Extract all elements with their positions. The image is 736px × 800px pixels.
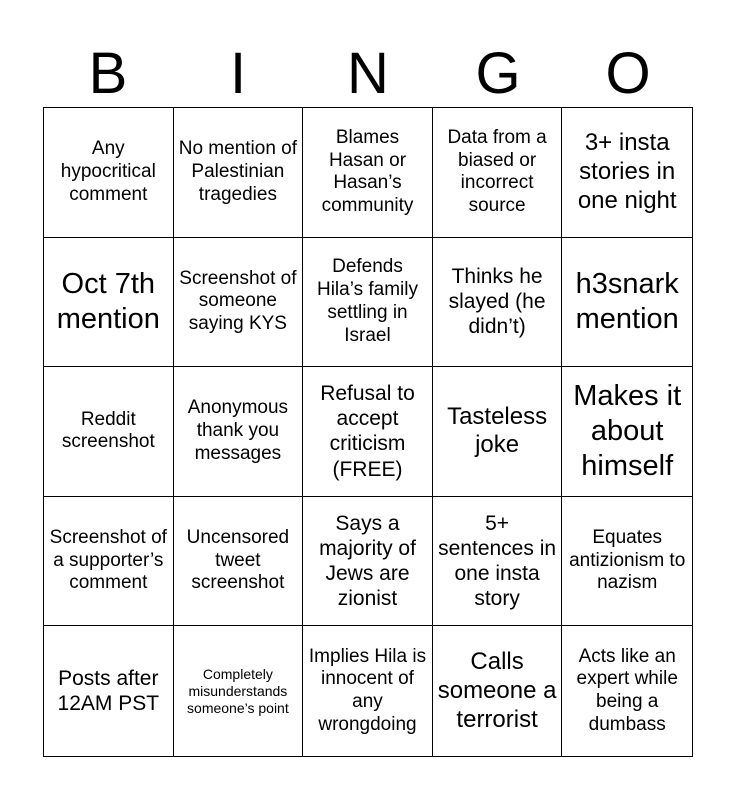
- cell-text: h3snark mention: [575, 268, 679, 335]
- bingo-cell[interactable]: [303, 238, 433, 368]
- cell-text: Refusal to accept criticism (FREE): [320, 382, 415, 481]
- cell-text: 5+ sentences in one insta story: [438, 511, 557, 611]
- bingo-cell[interactable]: [303, 108, 433, 238]
- cell-text: Any hypocritical comment: [60, 138, 156, 205]
- bingo-cell[interactable]: [44, 108, 174, 238]
- bingo-cell[interactable]: [44, 238, 174, 368]
- bingo-cell[interactable]: [562, 238, 692, 368]
- bingo-cell[interactable]: [562, 108, 692, 238]
- cell-text: Blames Hasan or Hasan’s community: [321, 126, 414, 217]
- cell-text: Data from a biased or incorrect source: [447, 126, 547, 217]
- bingo-cell[interactable]: [433, 626, 563, 756]
- header-letter-n: N: [347, 41, 389, 106]
- bingo-cell[interactable]: [562, 497, 692, 627]
- cell-text: Makes it about himself: [573, 380, 682, 482]
- cell-text: No mention of Palestinian tragedies: [178, 138, 298, 205]
- cell-text: Uncensored tweet screenshot: [186, 526, 290, 594]
- cell-text: Screenshot of someone saying KYS: [179, 267, 297, 335]
- bingo-cell[interactable]: [433, 367, 563, 497]
- cell-text: Posts after 12AM PST: [57, 667, 160, 716]
- header-letter-g: G: [475, 41, 521, 106]
- cell-text: Tasteless joke: [447, 402, 548, 459]
- bingo-cell[interactable]: [433, 108, 563, 238]
- bingo-cell[interactable]: [174, 238, 304, 368]
- bingo-grid: [43, 107, 693, 757]
- bingo-cell[interactable]: [174, 108, 304, 238]
- cell-text: Equates antizionism to nazism: [569, 526, 686, 594]
- bingo-cell[interactable]: [433, 238, 563, 368]
- bingo-cell[interactable]: [174, 367, 304, 497]
- bingo-cell[interactable]: [433, 497, 563, 627]
- cell-text: Thinks he slayed (he didn’t): [448, 265, 546, 339]
- bingo-cell[interactable]: [174, 497, 304, 627]
- cell-text: Says a majority of Jews are zionist: [319, 511, 416, 611]
- header-letter-b: B: [88, 41, 128, 106]
- header-letter-o: O: [605, 41, 651, 106]
- bingo-cell[interactable]: [303, 367, 433, 497]
- bingo-cell[interactable]: [44, 626, 174, 756]
- bingo-cell[interactable]: [562, 367, 692, 497]
- bingo-cell[interactable]: [44, 497, 174, 627]
- cell-text: Implies Hila is innocent of any wrongdoing: [308, 645, 427, 735]
- bingo-cell[interactable]: [562, 626, 692, 756]
- cell-text: Oct 7th mention: [56, 268, 160, 335]
- bingo-header: [43, 40, 693, 108]
- header-letter-i: I: [229, 41, 247, 106]
- bingo-cell[interactable]: [174, 626, 304, 756]
- cell-text: Completely misunderstands someone’s point: [187, 666, 289, 716]
- cell-text: Screenshot of a supporter’s comment: [49, 526, 167, 594]
- bingo-cell[interactable]: [303, 626, 433, 756]
- cell-text: Reddit screenshot: [61, 408, 155, 453]
- cell-text: Calls someone a terrorist: [437, 648, 557, 733]
- cell-text: Acts like an expert while being a dumbass: [576, 645, 678, 735]
- cell-text: Defends Hila’s family settling in Israel: [316, 256, 418, 346]
- bingo-cell[interactable]: [303, 497, 433, 627]
- bingo-cell[interactable]: [44, 367, 174, 497]
- cell-text: 3+ insta stories in one night: [577, 129, 677, 214]
- cell-text: Anonymous thank you messages: [187, 397, 289, 464]
